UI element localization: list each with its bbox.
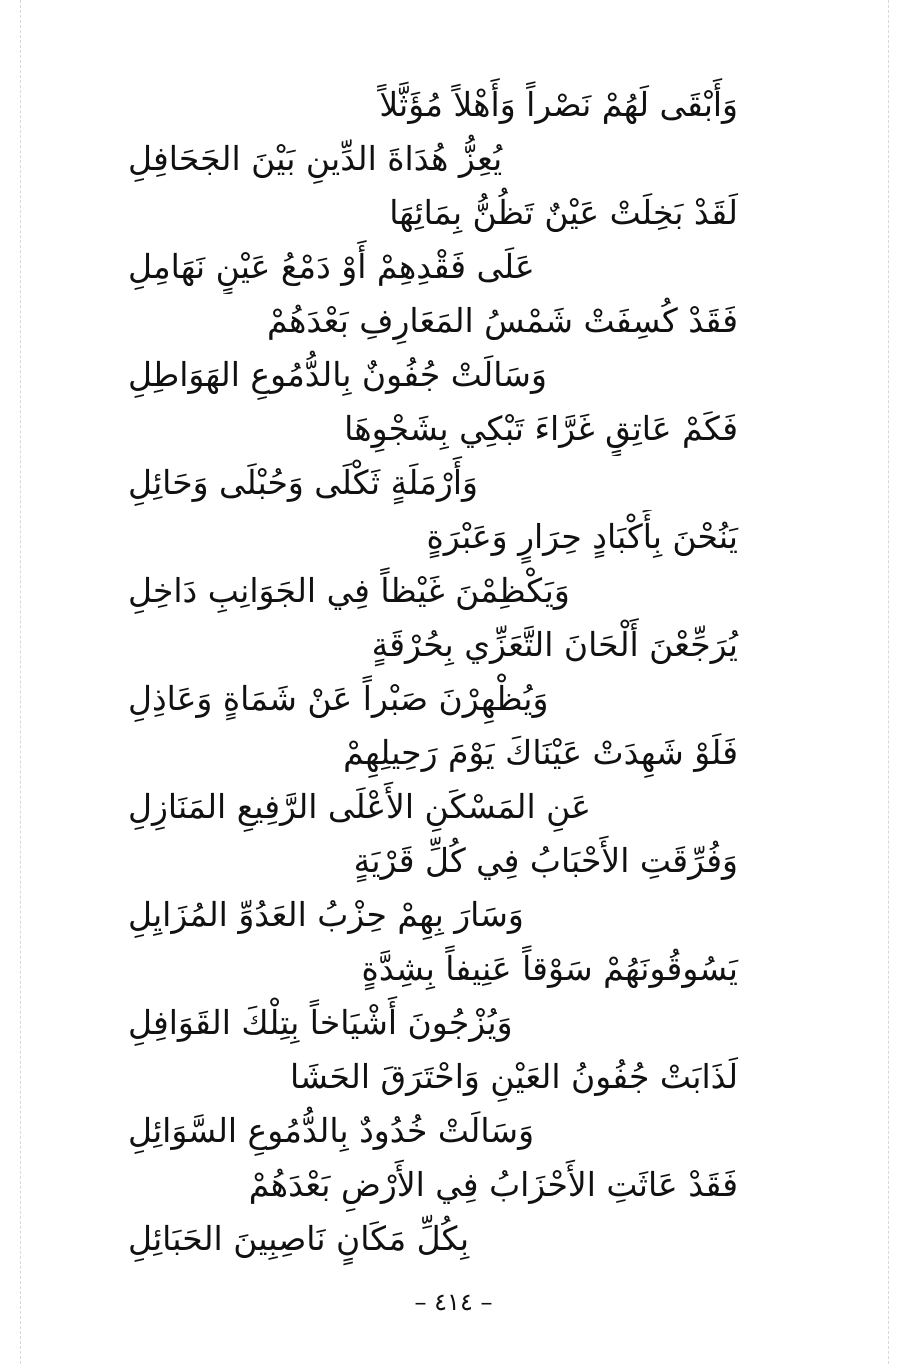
hemistich-second: وَيُظْهِرْنَ صَبْراً عَنْ شَمَاةٍ وَعَاذِلِ	[128, 679, 549, 718]
verse	[110, 942, 760, 1050]
hemistich-first: وَأَبْقَى لَهُمْ نَصْراً وَأَهْلاً مُؤَثَّلاً	[379, 85, 738, 124]
hemistich-second: عَلَى فَقْدِهِمْ أَوْ دَمْعُ عَيْنٍ نَهَامِلِ	[128, 247, 535, 286]
verse	[110, 834, 760, 942]
hemistich-first: فَقَدْ عَاثَتِ الأَحْزَابُ فِي الأَرْضِ بَعْدَهُمْ	[248, 1165, 738, 1204]
hemistich-second: وَسَالَتْ جُفُونٌ بِالدُّمُوعِ الهَوَاطِلِ	[128, 355, 547, 394]
page-number: – ٤١٤ –	[414, 1288, 493, 1316]
hemistich-second: عَنِ المَسْكَنِ الأَعْلَى الرَّفِيعِ المَنَازِلِ	[128, 787, 591, 826]
hemistich-second: وَسَارَ بِهِمْ حِزْبُ العَدُوِّ المُزَايِلِ	[128, 895, 524, 934]
scan-edge-left	[20, 0, 21, 1364]
hemistich-second: وَيَكْظِمْنَ غَيْظاً فِي الجَوَانِبِ دَاخِلِ	[128, 571, 570, 610]
hemistich-first: فَلَوْ شَهِدَتْ عَيْنَاكَ يَوْمَ رَحِيلِهِمْ	[343, 733, 738, 772]
poem-body	[110, 78, 760, 1266]
hemistich-first: لَقَدْ بَخِلَتْ عَيْنٌ تَظُنُّ بِمَائِهَا	[389, 193, 738, 232]
hemistich-second: يُعِزُّ هُدَاةَ الدِّينِ بَيْنَ الجَحَافِلِ	[128, 139, 503, 178]
hemistich-second: وَأَرْمَلَةٍ ثَكْلَى وَحُبْلَى وَحَائِلِ	[128, 463, 478, 502]
verse	[110, 78, 760, 186]
scan-edge-right	[888, 0, 889, 1364]
hemistich-first: فَكَمْ عَاتِقٍ غَرَّاءَ تَبْكِي بِشَجْوِهَا	[344, 409, 738, 448]
hemistich-first: فَقَدْ كُسِفَتْ شَمْسُ المَعَارِفِ بَعْدَهُمْ	[266, 301, 738, 340]
verse	[110, 294, 760, 402]
hemistich-second: وَيُزْجُونَ أَشْيَاخاً بِتِلْكَ القَوَافِلِ	[128, 1003, 513, 1042]
verse	[110, 402, 760, 510]
verse	[110, 186, 760, 294]
hemistich-second: بِكُلِّ مَكَانٍ نَاصِبِينَ الحَبَائِلِ	[128, 1219, 470, 1258]
verse	[110, 510, 760, 618]
hemistich-first: وَفُرِّقَتِ الأَحْبَابُ فِي كُلِّ قَرْيَةٍ	[353, 841, 738, 880]
verse	[110, 1158, 760, 1266]
hemistich-first: يُرَجِّعْنَ أَلْحَانَ التَّعَزِّي بِحُرْقَةٍ	[371, 625, 738, 664]
verse	[110, 1050, 760, 1158]
verse	[110, 726, 760, 834]
hemistich-first: لَذَابَتْ جُفُونُ العَيْنِ وَاحْتَرَقَ الحَشَا	[290, 1057, 738, 1096]
hemistich-first: يَنُحْنَ بِأَكْبَادٍ حِرَارٍ وَعَبْرَةٍ	[426, 517, 738, 556]
hemistich-first: يَسُوقُونَهُمْ سَوْقاً عَنِيفاً بِشِدَّةٍ	[361, 949, 738, 988]
verse	[110, 618, 760, 726]
hemistich-second: وَسَالَتْ خُدُودٌ بِالدُّمُوعِ السَّوَائِلِ	[128, 1111, 535, 1150]
